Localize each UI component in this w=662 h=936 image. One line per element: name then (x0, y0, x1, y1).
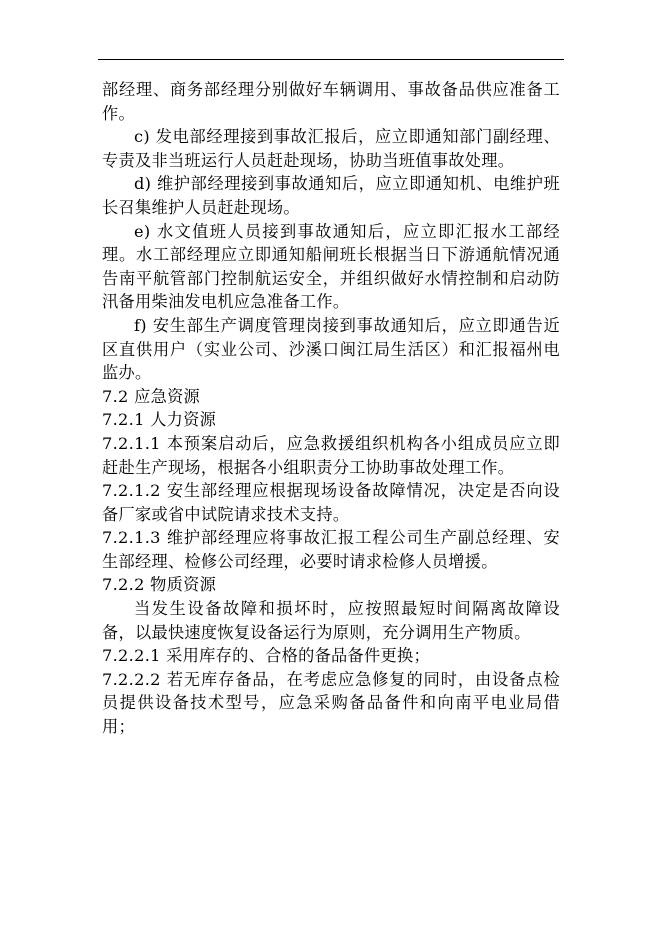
clause-7-2-2-2: 7.2.2.2 若无库存备品，在考虑应急修复的同时，由设备点检员提供设备技术型号，应急采购备品备件和向南平电业局借用； (102, 669, 560, 737)
section-heading-7-2-2: 7.2.2 物质资源 (102, 575, 217, 595)
document-body (102, 78, 560, 739)
paragraph-item-f: f) 安生部生产调度管理岗接到事故通知后，应立即通告近区直供用户（实业公司、沙溪口闽江局生活区）和汇报福州电监办。 (102, 315, 560, 383)
section-heading-7-2-1: 7.2.1 人力资源 (102, 410, 217, 430)
section-heading-7-2: 7.2 应急资源 (102, 386, 201, 406)
clause-7-2-1-1: 7.2.1.1 本预案启动后，应急救援组织机构各小组成员应立即赶赴生产现场，根据各小组职责分工协助事故处理工作。 (102, 433, 560, 477)
header-rule (98, 59, 564, 60)
paragraph-material-principle: 当发生设备故障和损坏时，应按照最短时间隔离故障设备，以最快速度恢复设备运行为原则，充分调用生产物质。 (102, 599, 560, 642)
clause-7-2-2-1: 7.2.2.1 采用库存的、合格的备品备件更换； (102, 646, 430, 666)
clause-7-2-1-3: 7.2.1.3 维护部经理应将事故汇报工程公司生产副总经理、安生部经理、检修公司经理，必要时请求检修人员增援。 (102, 528, 560, 571)
clause-7-2-1-2: 7.2.1.2 安生部经理应根据现场设备故障情况，决定是否向设备厂家或省中试院请求技术支持。 (102, 481, 560, 524)
paragraph-item-c: c) 发电部经理接到事故汇报后，应立即通知部门副经理、专责及非当班运行人员赶赴现场，协助当班值事故处理。 (102, 127, 560, 170)
paragraph-item-e: e) 水文值班人员接到事故通知后，应立即汇报水工部经理。水工部经理应立即通知船闸班长根据当日下游通航情况通告南平航管部门控制航运安全，并组织做好水情控制和启动防汛备用柴油发电机应急准备工作。 (102, 221, 560, 312)
paragraph-item-d: d) 维护部经理接到事故通知后，应立即通知机、电维护班长召集维护人员赶赴现场。 (102, 174, 560, 217)
paragraph-vehicle-prep: 部经理、商务部经理分别做好车辆调用、事故备品供应准备工作。 (102, 80, 560, 123)
